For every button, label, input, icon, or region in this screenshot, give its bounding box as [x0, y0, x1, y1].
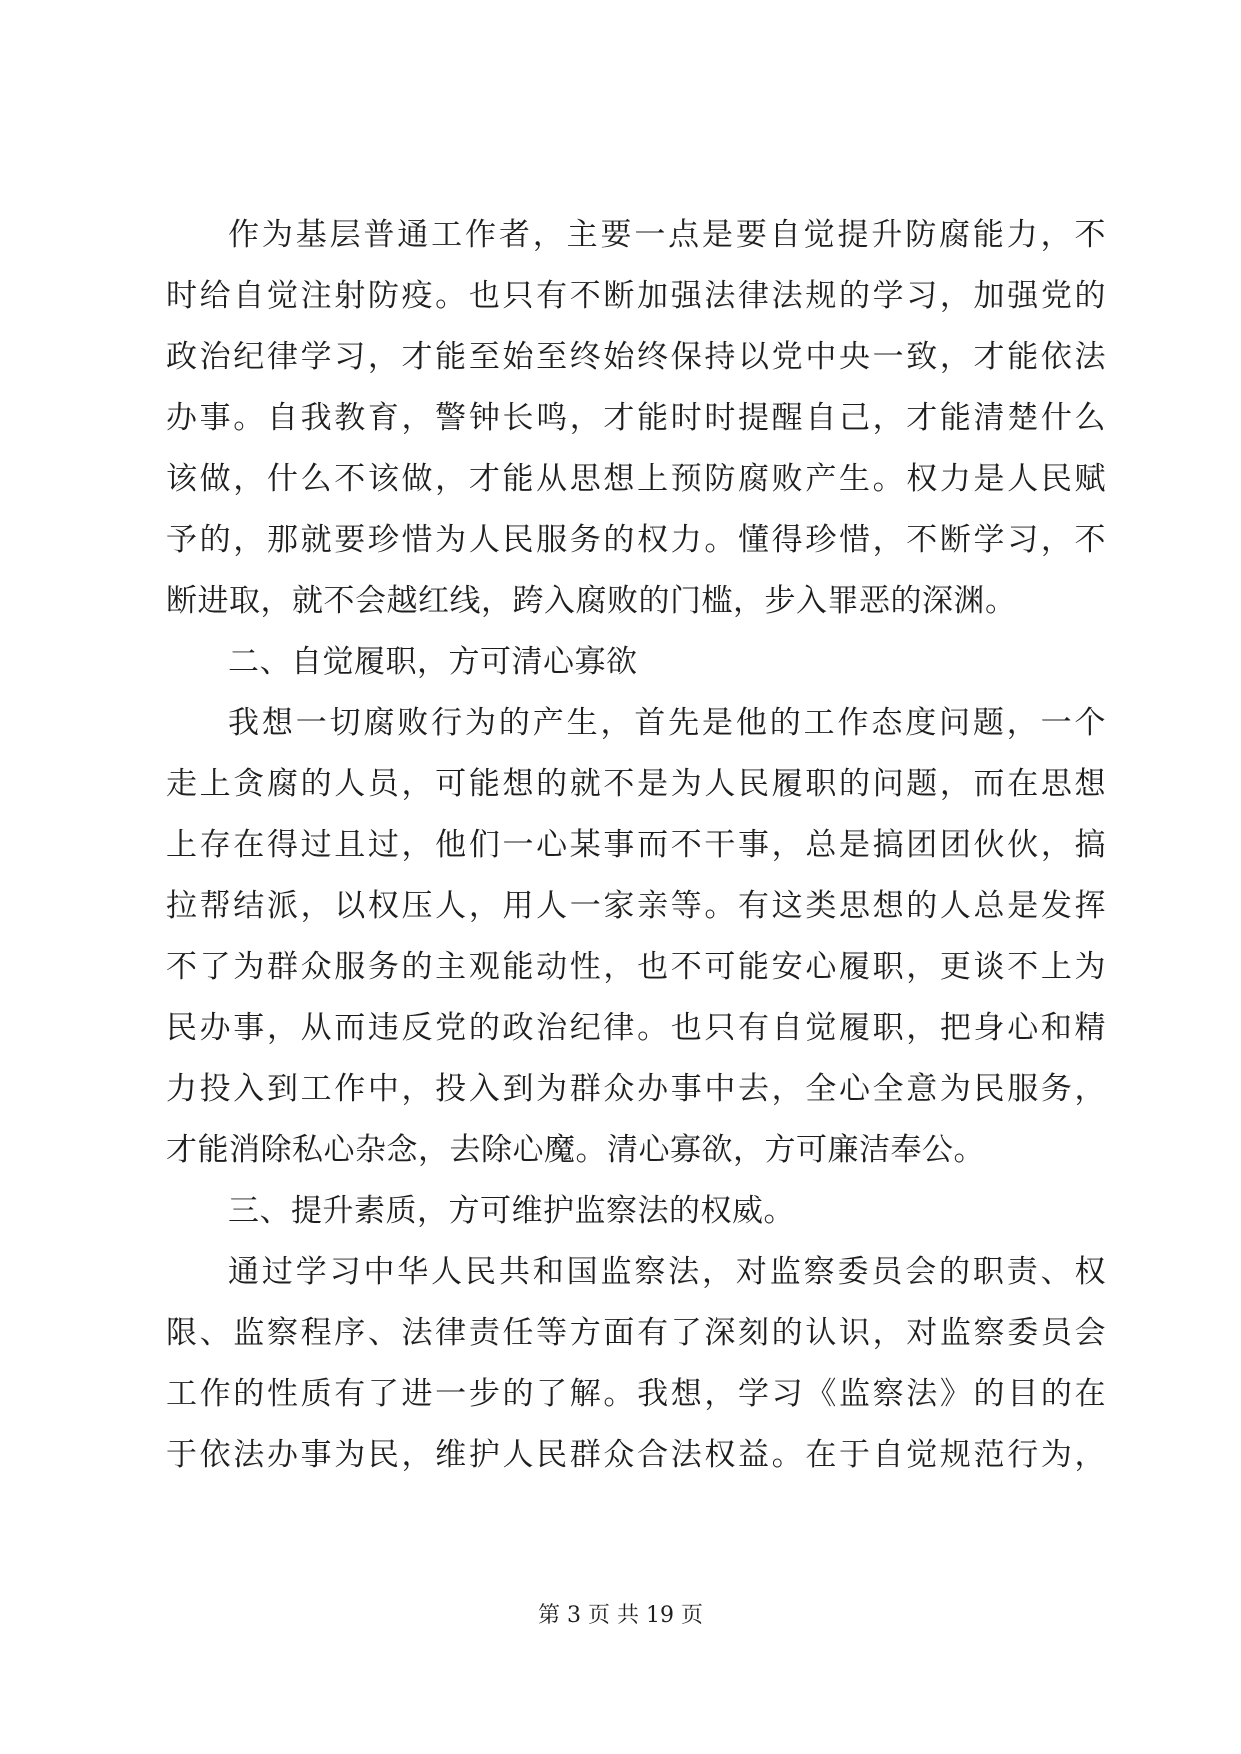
text-line: 政治纪律学习，才能至始至终始终保持以党中央一致，才能依法 [166, 339, 1106, 375]
text-line: 我想一切腐败行为的产生，首先是他的工作态度问题，一个 [228, 705, 1106, 741]
text-line: 作为基层普通工作者，主要一点是要自觉提升防腐能力，不 [228, 217, 1106, 253]
text-line: 走上贪腐的人员，可能想的就不是为人民履职的问题，而在思想 [166, 766, 1106, 802]
text-line: 时给自觉注射防疫。也只有不断加强法律法规的学习，加强党的 [166, 278, 1106, 314]
text-line: 断进取，就不会越红线，跨入腐败的门槛，步入罪恶的深渊。 [166, 583, 1017, 619]
text-line: 该做，什么不该做，才能从思想上预防腐败产生。权力是人民赋 [166, 461, 1106, 497]
text-line: 不了为群众服务的主观能动性，也不可能安心履职，更谈不上为 [166, 949, 1106, 985]
text-line: 拉帮结派，以权压人，用人一家亲等。有这类思想的人总是发挥 [166, 888, 1106, 924]
text-line: 限、监察程序、法律责任等方面有了深刻的认识，对监察委员会 [166, 1315, 1106, 1351]
text-line: 上存在得过且过，他们一心某事而不干事，总是搞团团伙伙，搞 [166, 827, 1106, 863]
heading-line: 三、提升素质，方可维护监察法的权威。 [228, 1193, 795, 1229]
text-line: 才能消除私心杂念，去除心魔。清心寡欲，方可廉洁奉公。 [166, 1132, 985, 1168]
text-line: 工作的性质有了进一步的了解。我想，学习《监察法》的目的在 [166, 1376, 1106, 1412]
section-heading-2 [166, 632, 1106, 693]
paragraph-2 [166, 693, 1106, 1181]
section-heading-3 [166, 1181, 1106, 1242]
text-line: 于依法办事为民，维护人民群众合法权益。在于自觉规范行为， [166, 1437, 1106, 1473]
text-line: 力投入到工作中，投入到为群众办事中去，全心全意为民服务， [166, 1071, 1106, 1107]
paragraph-3 [166, 1242, 1106, 1486]
text-line: 予的，那就要珍惜为人民服务的权力。懂得珍惜，不断学习，不 [166, 522, 1106, 558]
text-line: 民办事，从而违反党的政治纪律。也只有自觉履职，把身心和精 [166, 1010, 1106, 1046]
paragraph-1 [166, 205, 1106, 632]
document-body [166, 205, 1106, 1486]
heading-line: 二、自觉履职，方可清心寡欲 [228, 644, 638, 680]
text-line: 通过学习中华人民共和国监察法，对监察委员会的职责、权 [228, 1254, 1106, 1290]
page-number-footer: 第 3 页 共 19 页 [538, 1603, 703, 1628]
text-line: 办事。自我教育，警钟长鸣，才能时时提醒自己，才能清楚什么 [166, 400, 1106, 436]
